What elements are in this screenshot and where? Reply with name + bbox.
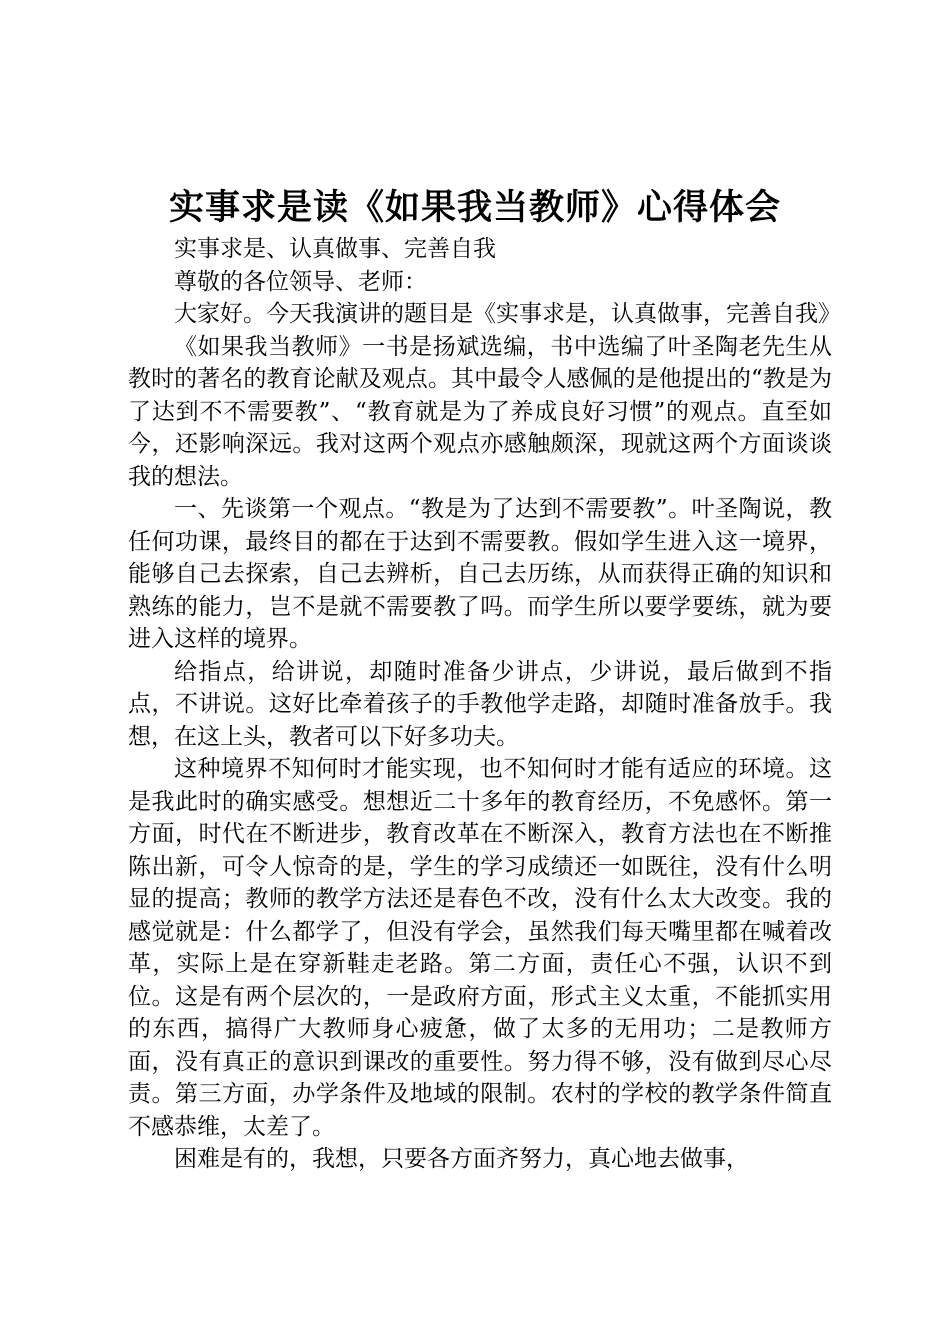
- subtitle-line: 实事求是、认真做事、完善自我: [174, 236, 496, 262]
- paragraph-reflection: 这种境界不知何时才能实现，也不知何时才能有适应的环境。这是我此时的确实感受。想想近二十多年的教育经历，不免感怀。第一方面，时代在不断进步，教育改革在不断深入，教育方法也在不断推陈出新，可令人惊奇的是，学生的学习成绩还一如既往，没有什么明显的提高；教师的教学方法还是春色不改，没有什么太大改变。我的感觉就是：什么都学了，但没有学会，虽然我们每天嘴里都在喊着改革，实际上是在穿新鞋走老路。第二方面，责任心不强，认识不到位。这是有两个层次的，一是政府方面，形式主义太重，不能抓实用的东西，搞得广大教师身心疲惫，做了太多的无用功；二是教师方面，没有真正的意识到课改的重要性。努力得不够，没有做到尽心尽责。第三方面，办学条件及地域的限制。农村的学校的教学条件简直不感恭维，太差了。: [128, 756, 832, 1140]
- paragraph-greeting: 大家好。今天我演讲的题目是《实事求是，认真做事，完善自我》: [174, 301, 841, 327]
- paragraph-guidance: 给指点，给讲说，却随时准备少讲点，少讲说，最后做到不指点，不讲说。这好比牵着孩子的手教他学走路，却随时准备放手。我想，在这上头，教者可以下好多功夫。: [128, 658, 832, 750]
- paragraph-first-viewpoint: 一、先谈第一个观点。“教是为了达到不需要教”。叶圣陶说，教任何功课，最终目的都在于达到不需要教。假如学生进入这一境界，能够自己去探索，自己去辨析，自己去历练，从而获得正确的知识和熟练的能力，岂不是就不需要教了吗。而学生所以要学要练，就为要进入这样的境界。: [128, 496, 832, 652]
- paragraph-difficulties: 困难是有的，我想，只要各方面齐努力，真心地去做事，: [174, 1146, 749, 1172]
- salutation-line: 尊敬的各位领导、老师：: [174, 268, 427, 295]
- document-title: 实事求是读《如果我当教师》心得体会: [168, 188, 781, 228]
- document-body: [128, 233, 841, 1176]
- paragraph-book-intro: 《如果我当教师》一书是扬斌选编，书中选编了叶圣陶老先生从教时的著名的教育论献及观点。其中最令人感佩的是他提出的“教是为了达到不不需要教”、“教育就是为了养成良好习惯”的观点。直至如今，还影响深远。我对这两个观点亦感触颇深，现就这两个方面谈谈我的想法。: [128, 333, 832, 490]
